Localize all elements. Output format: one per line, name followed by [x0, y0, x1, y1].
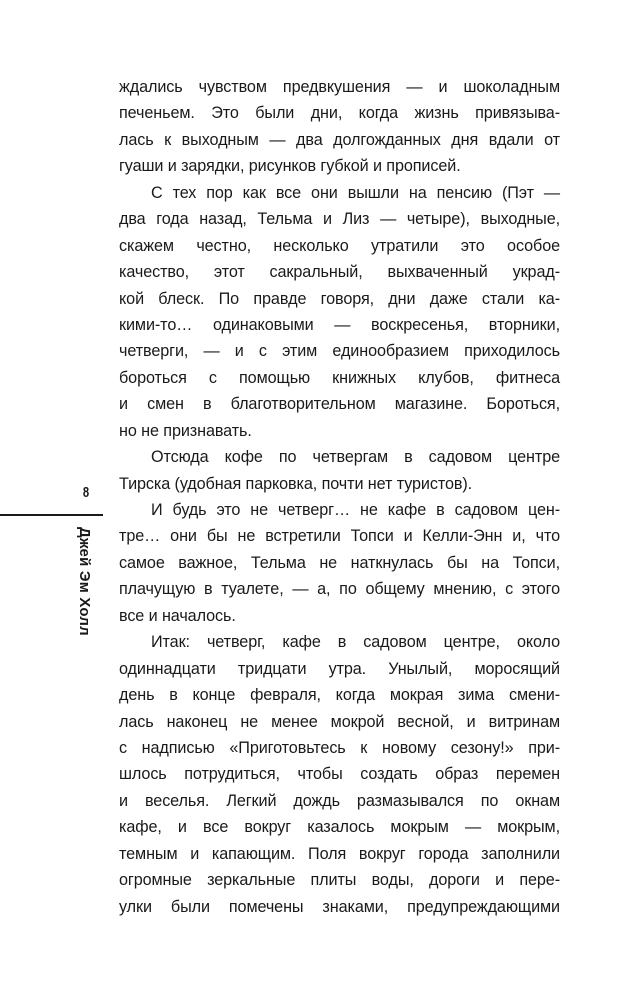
text-line: кафе, и все вокруг казалось мокрым — мокрым, [119, 818, 560, 837]
text-line: печеньем. Это были дни, когда жизнь привязыва- [119, 104, 560, 123]
text-line: одиннадцати тридцати утра. Унылый, моросящий [119, 659, 560, 678]
text-line: четверги, — и с этим единообразием приходилось [119, 342, 560, 361]
text-line: улки были помечены знаками, предупреждающими [119, 897, 560, 916]
page-number: 8 [82, 484, 90, 501]
text-line: и веселья. Легкий дождь размазывался по окнам [119, 791, 560, 810]
text-line: кой блеск. По правде говоря, дни даже стали ка- [119, 289, 560, 308]
text-line: Итак: четверг, кафе в садовом центре, около [151, 633, 560, 652]
text-line: Тирска (удобная парковка, почти нет туристов). [119, 474, 473, 493]
text-line: кими-то… одинаковыми — воскресенья, вторники, [119, 315, 560, 334]
text-line: день в конце февраля, когда мокрая зима смени- [119, 686, 560, 705]
text-line: ждались чувством предвкушения — и шоколадным [119, 78, 560, 96]
text-line: но не признавать. [119, 421, 252, 440]
text-line: огромные зеркальные плиты воды, дороги и пере- [119, 871, 560, 890]
text-line: лась к выходным — два долгожданных дня вдали от [119, 130, 560, 149]
text-line: самое важное, Тельма не наткнулась бы на Топси, [119, 553, 560, 572]
text-line: два года назад, Тельма и Лиз — четыре), выходные, [119, 210, 560, 229]
body-text [119, 74, 560, 920]
text-line: все и началось. [119, 606, 236, 625]
text-line: шлось потрудиться, чтобы создать образ перемен [119, 765, 560, 784]
text-line: И будь это не четверг… не кафе в садовом цен- [151, 501, 560, 519]
text-line: Отсюда кофе по четвергам в садовом центре [151, 448, 560, 467]
text-line: темным и капающим. Поля вокруг города заполнили [119, 844, 560, 863]
text-line: с надписью «Приготовьтесь к новому сезону!» при- [119, 738, 560, 757]
text-line: и смен в благотворительном магазине. Бороться, [119, 395, 560, 414]
margin-rule [0, 514, 103, 516]
text-line: лась наконец не менее мокрой весной, и витринам [119, 712, 560, 731]
text-line: тре… они бы не встретили Топси и Келли-Энн и, что [119, 527, 560, 546]
text-line: гуаши и зарядки, рисунков губкой и прописей. [119, 157, 461, 176]
text-line: скажем честно, несколько утратили это особое [119, 236, 560, 255]
text-line: С тех пор как все они вышли на пенсию (Пэт — [151, 183, 560, 202]
text-line: бороться с помощью книжных клубов, фитнеса [119, 368, 560, 387]
running-author-name: Джей Эм Холл [76, 527, 93, 636]
text-line: качество, этот сакральный, выхваченный украд- [119, 263, 560, 282]
text-line: плачущую в туалете, — а, по общему мнению, с этого [119, 580, 560, 599]
